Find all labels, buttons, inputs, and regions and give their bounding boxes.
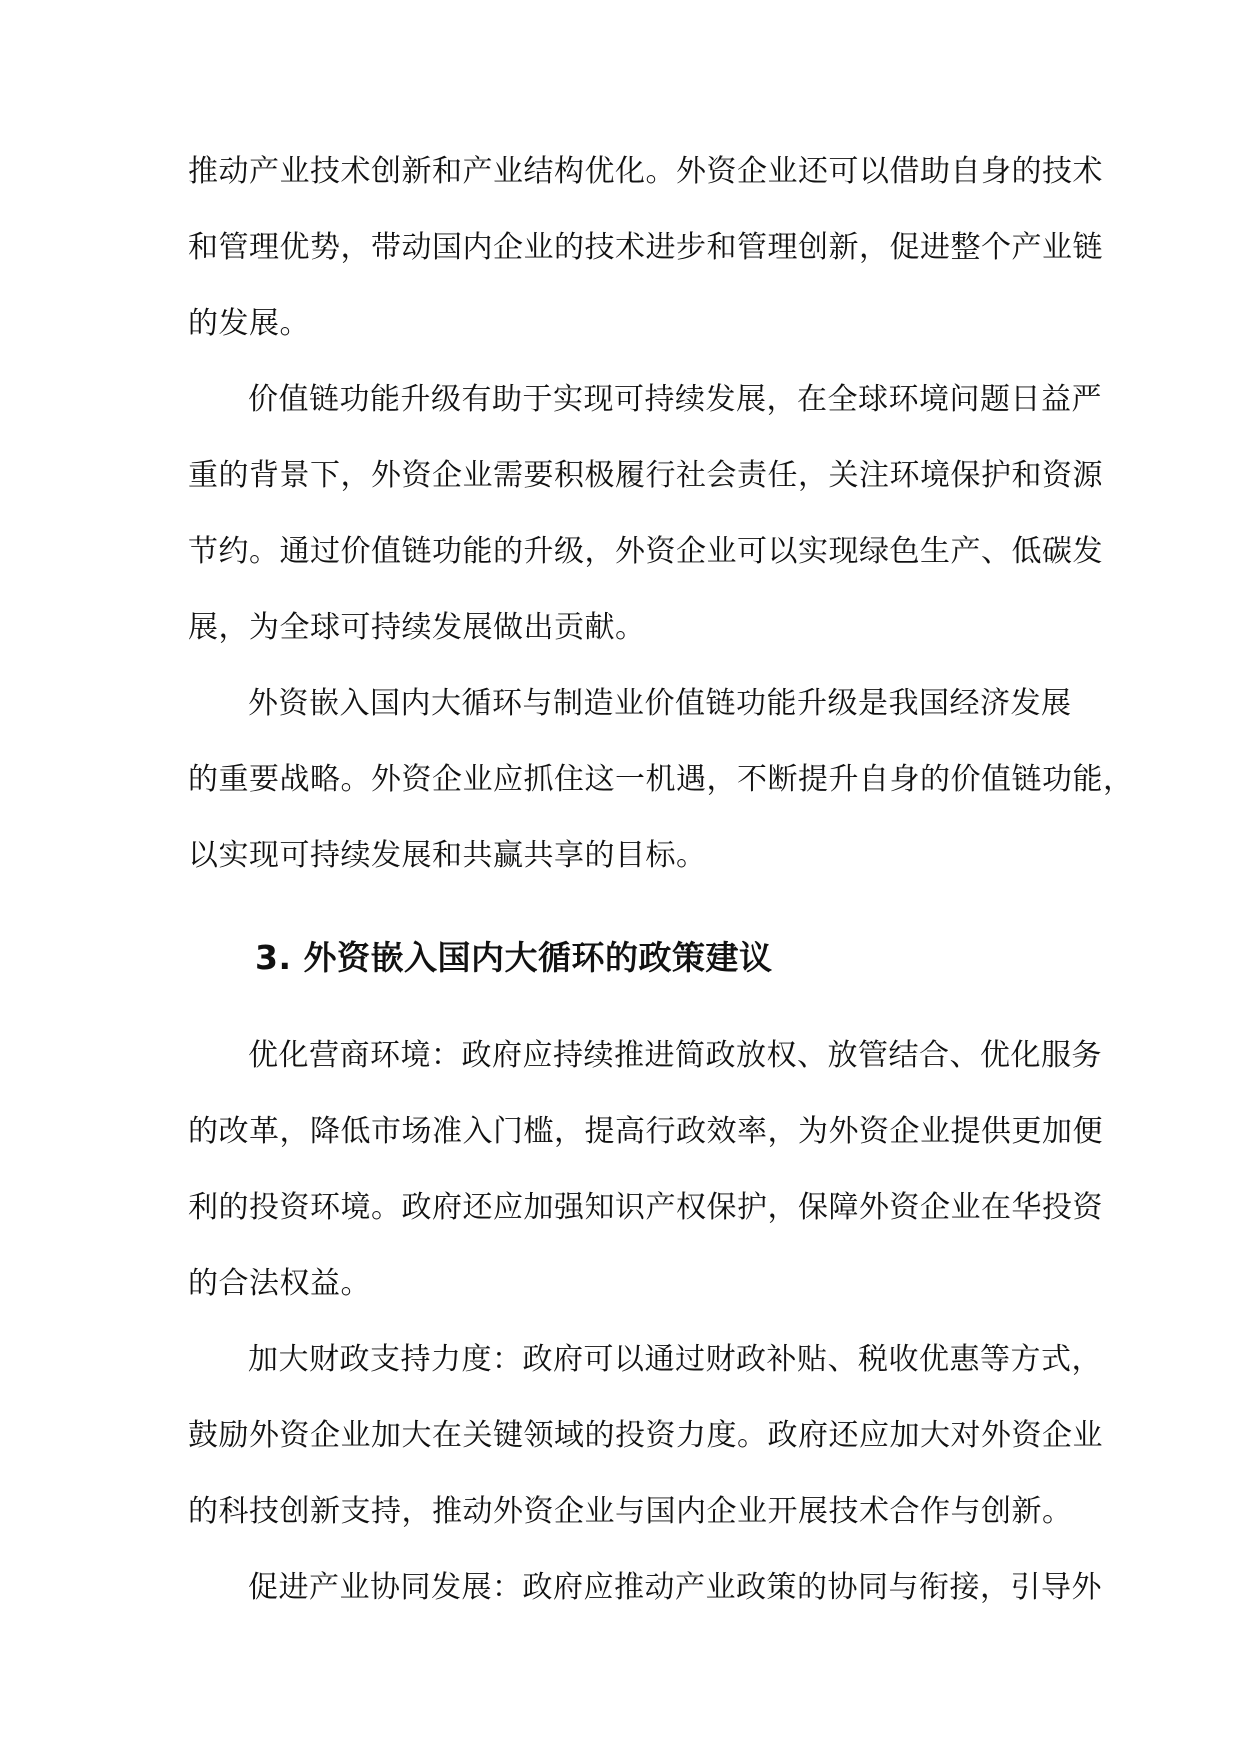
paragraph-1-line-2: 和管理优势，带动国内企业的技术进步和管理创新，促进整个产业链 bbox=[188, 230, 1103, 265]
policy-paragraph-1-line-3: 利的投资环境。政府还应加强知识产权保护，保障外资企业在华投资 bbox=[188, 1190, 1103, 1225]
paragraph-3-line-2: 的重要战略。外资企业应抓住这一机遇，不断提升自身的价值链功能， bbox=[188, 762, 1134, 797]
paragraph-1-line-1: 推动产业技术创新和产业结构优化。外资企业还可以借助自身的技术 bbox=[188, 154, 1103, 189]
section-heading: 3. 外资嵌入国内大循环的政策建议 bbox=[255, 938, 773, 977]
policy-paragraph-2-line-2: 鼓励外资企业加大在关键领域的投资力度。政府还应加大对外资企业 bbox=[188, 1418, 1103, 1453]
policy-paragraph-1-line-2: 的改革，降低市场准入门槛，提高行政效率，为外资企业提供更加便 bbox=[188, 1114, 1103, 1149]
paragraph-1-line-3: 的发展。 bbox=[188, 306, 310, 341]
paragraph-3-line-3: 以实现可持续发展和共赢共享的目标。 bbox=[188, 838, 707, 873]
paragraph-3-line-1: 外资嵌入国内大循环与制造业价值链功能升级是我国经济发展 bbox=[248, 686, 1072, 721]
policy-paragraph-1-line-1: 优化营商环境：政府应持续推进简政放权、放管结合、优化服务 bbox=[248, 1038, 1102, 1073]
paragraph-2-line-3: 节约。通过价值链功能的升级，外资企业可以实现绿色生产、低碳发 bbox=[188, 534, 1103, 569]
policy-paragraph-2-line-1: 加大财政支持力度：政府可以通过财政补贴、税收优惠等方式， bbox=[248, 1342, 1102, 1377]
paragraph-2-line-2: 重的背景下，外资企业需要积极履行社会责任，关注环境保护和资源 bbox=[188, 458, 1103, 493]
paragraph-2-line-4: 展，为全球可持续发展做出贡献。 bbox=[188, 610, 646, 645]
policy-paragraph-1-line-4: 的合法权益。 bbox=[188, 1266, 371, 1301]
paragraph-2-line-1: 价值链功能升级有助于实现可持续发展，在全球环境问题日益严 bbox=[248, 382, 1102, 417]
policy-paragraph-2-line-3: 的科技创新支持，推动外资企业与国内企业开展技术合作与创新。 bbox=[188, 1494, 1073, 1529]
policy-paragraph-3-line-1: 促进产业协同发展：政府应推动产业政策的协同与衔接，引导外 bbox=[248, 1570, 1102, 1605]
